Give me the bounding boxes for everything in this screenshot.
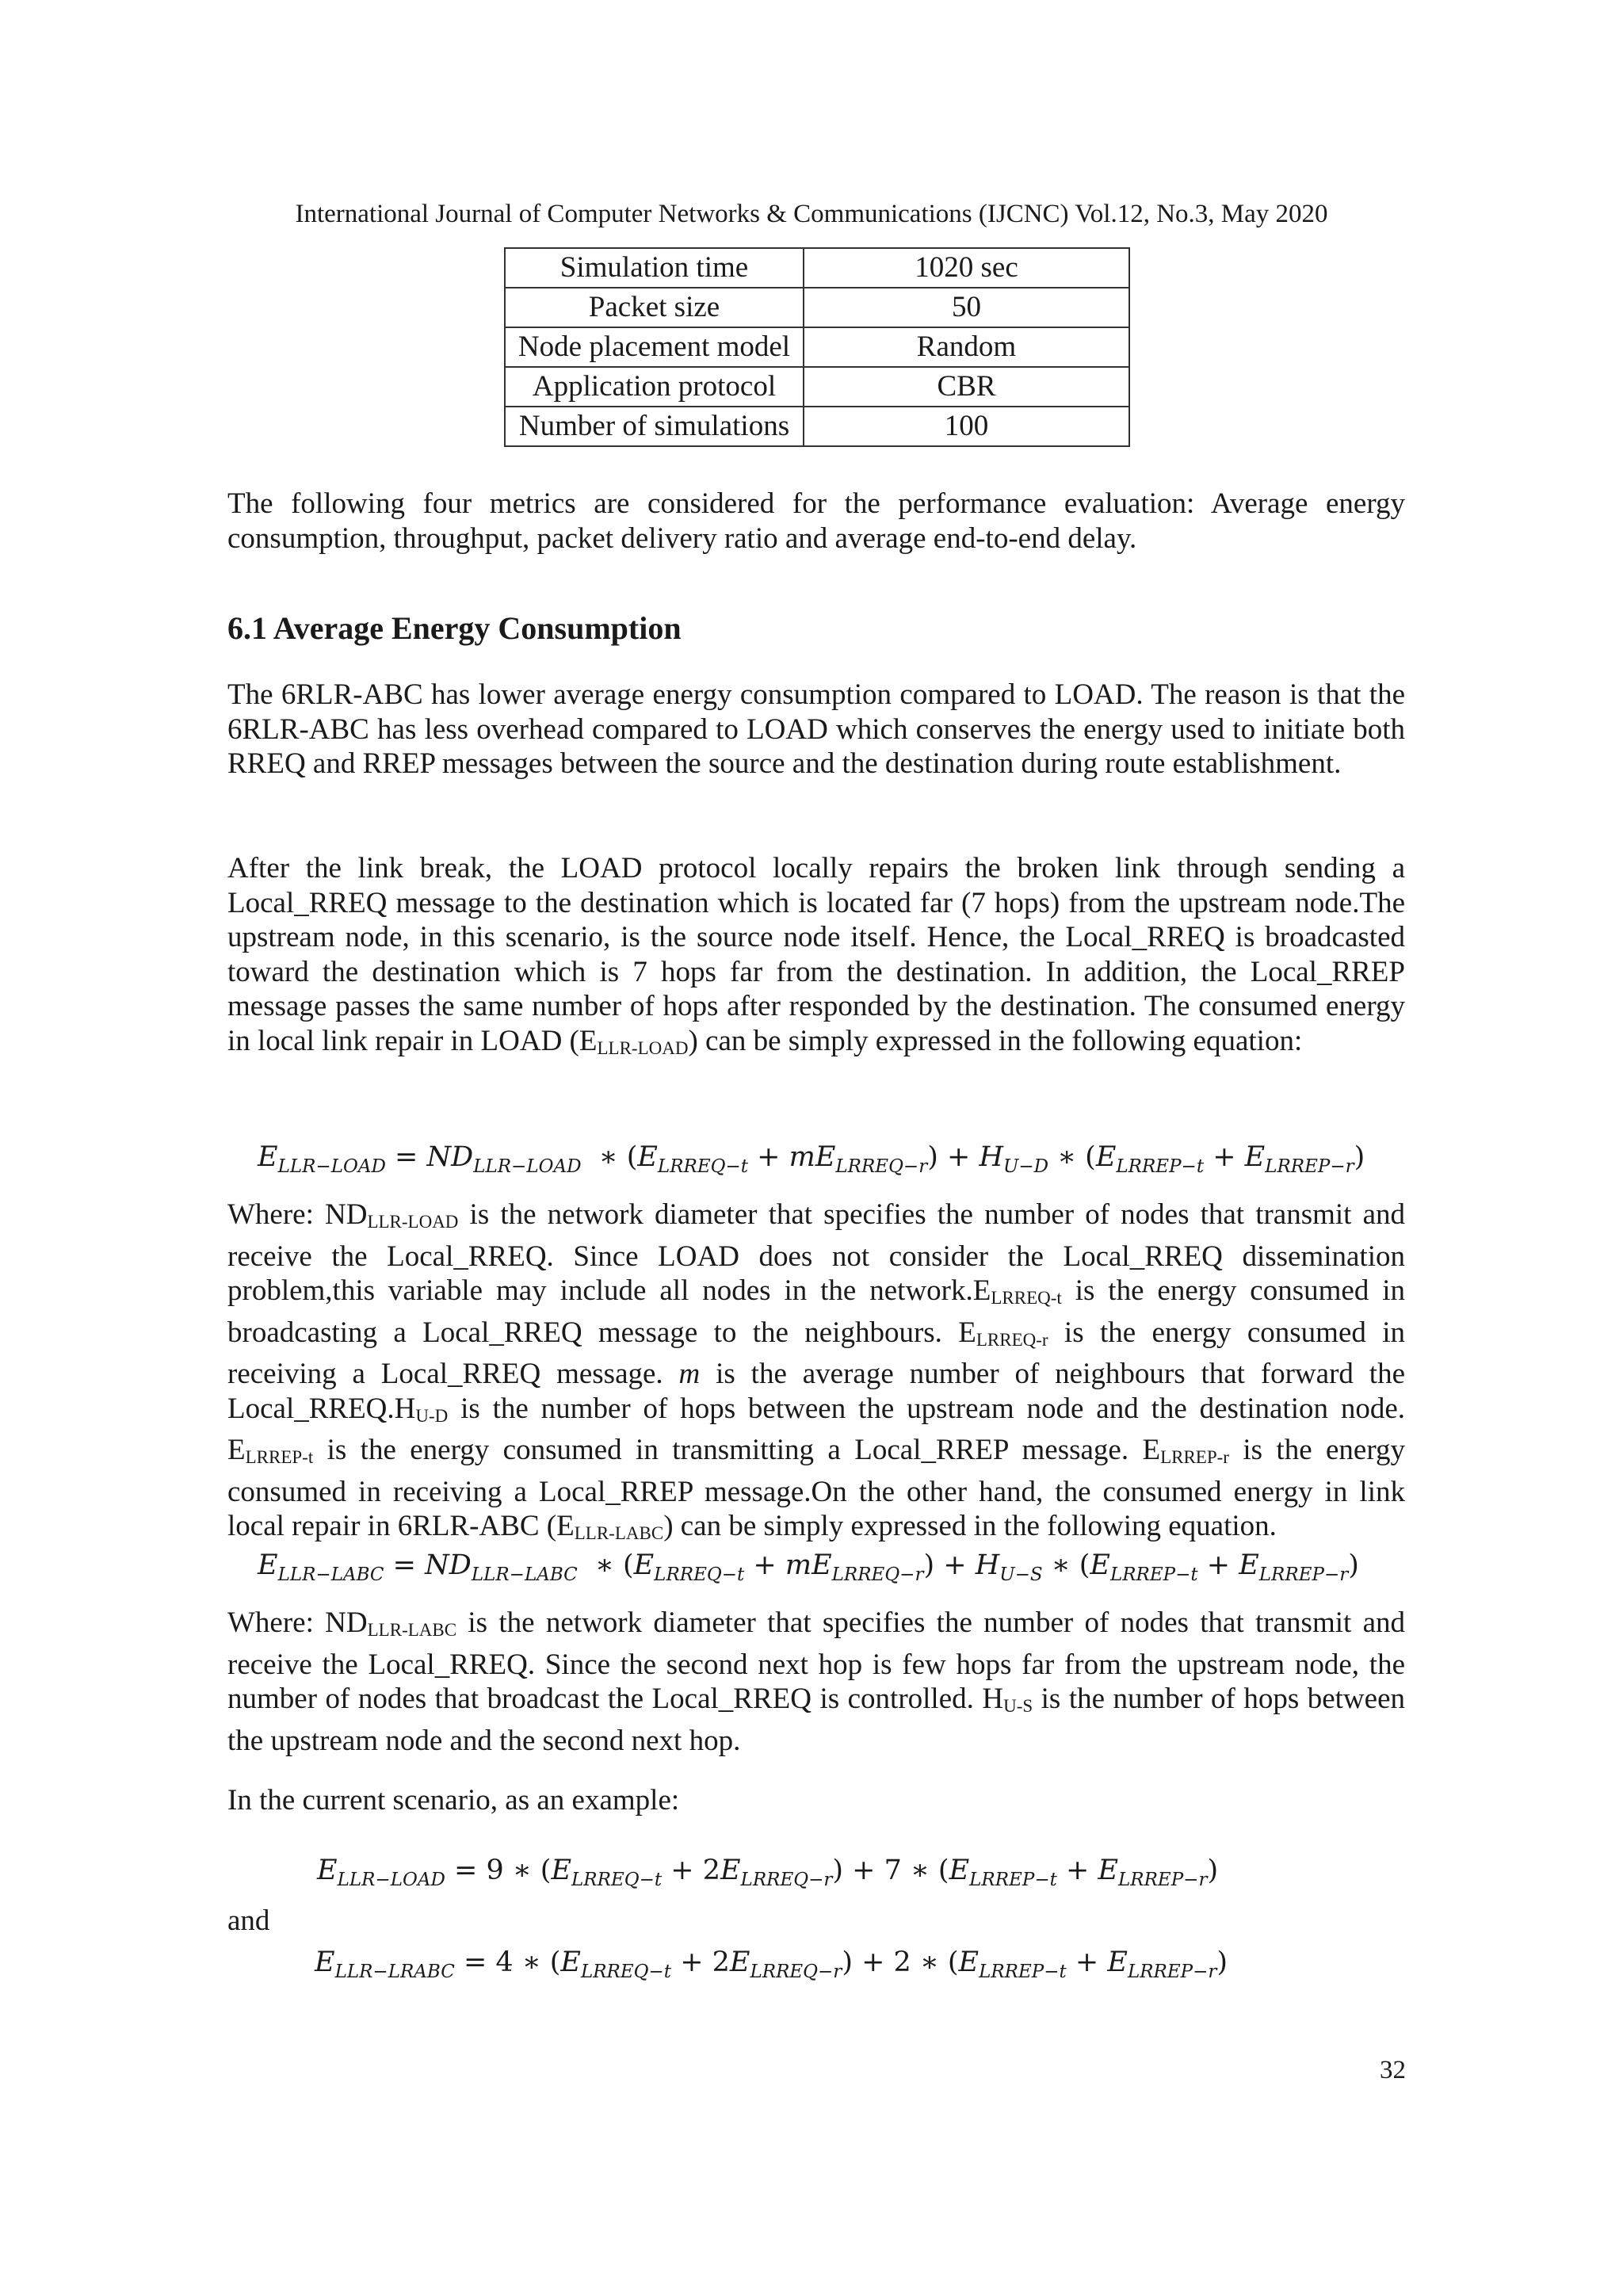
subscript: LRREP-r bbox=[1160, 1447, 1229, 1467]
paragraph-link-break bbox=[227, 851, 1405, 1065]
text-run: ) can be simply expressed in the following equation: bbox=[688, 1024, 1303, 1057]
eq-number: 2 bbox=[893, 1946, 911, 1978]
eq-subscript: LLR−LABC bbox=[277, 1564, 384, 1585]
eq-subscript: LRREQ−t bbox=[657, 1156, 748, 1177]
eq-symbol: m bbox=[785, 1549, 812, 1581]
eq-symbol: E bbox=[258, 1141, 278, 1173]
subscript: U-S bbox=[1003, 1696, 1033, 1716]
eq-symbol: m bbox=[789, 1141, 815, 1173]
equation-load: $E_{LLR-LOAD} = ND_{LLR-LOAD}$ ∗ $(E_{LRREQ-t} + mE_{LRREQ-r}) + H_{U-D}$ ∗ $(E_{LRREP-t} + E_{LRREP-r})$ bbox=[258, 1141, 1365, 1177]
eq-subscript: LRREQ−r bbox=[831, 1564, 924, 1585]
eq-symbol: E bbox=[258, 1549, 278, 1581]
param-value: CBR bbox=[804, 367, 1129, 407]
eq-subscript: U−S bbox=[999, 1564, 1043, 1585]
param-label: Application protocol bbox=[505, 367, 804, 407]
eq-subscript: LRREP−t bbox=[979, 1962, 1067, 1982]
param-label: Node placement model bbox=[505, 327, 804, 367]
text-run: is the energy consumed in transmitting a Local_RREP message. E bbox=[313, 1434, 1161, 1466]
text-run: Where: ND bbox=[227, 1198, 368, 1231]
eq-number: 4 bbox=[495, 1946, 514, 1978]
eq-subscript: LRREP−r bbox=[1118, 1870, 1208, 1890]
equation-labc: $E_{LLR-LABC} = ND_{LLR-LABC}$ ∗ $(E_{LRREQ-t} + mE_{LRREQ-r}) + H_{U-S}$ ∗ $(E_{LRREP-t} + E_{LRREP-r})$ bbox=[258, 1549, 1359, 1585]
subscript: LRREQ-t bbox=[991, 1288, 1062, 1308]
table-row bbox=[505, 407, 1129, 446]
table-row bbox=[505, 327, 1129, 367]
and-label: and bbox=[227, 1904, 270, 1937]
equation-load-example: $E_{LLR-LOAD} = 9$ ∗ $(E_{LRREQ-t} + 2E_{LRREQ-r}) + 7$ ∗ $(E_{LRREP-t} + E_{LRREP-r})$ bbox=[317, 1855, 1219, 1890]
param-label: Packet size bbox=[505, 288, 804, 327]
subscript: LLR-LABC bbox=[574, 1523, 664, 1543]
paragraph-where-load bbox=[227, 1198, 1405, 1551]
eq-subscript: LLR−LABC bbox=[471, 1564, 578, 1585]
journal-header: International Journal of Computer Networks & Communications (IJCNC) Vol.12, No.3, May 2020 bbox=[295, 200, 1328, 228]
text-run: is the number of hops between the upstream node and the second next hop. bbox=[227, 1683, 1405, 1757]
eq-number: 9 bbox=[486, 1855, 504, 1886]
param-value: 50 bbox=[804, 288, 1129, 327]
page-number: 32 bbox=[1380, 2056, 1406, 2084]
param-label: Number of simulations bbox=[505, 407, 804, 446]
eq-subscript: LLR−LOAD bbox=[473, 1156, 582, 1177]
eq-subscript: LRREP−r bbox=[1258, 1564, 1349, 1585]
text-run: ) can be simply expressed in the following equation. bbox=[663, 1510, 1277, 1542]
eq-subscript: LLR−LRABC bbox=[334, 1962, 455, 1982]
intro-paragraph: The following four metrics are considered for the performance evaluation: Average energy consumption, throughput, packet delivery ratio and average end-to-end delay. bbox=[227, 487, 1405, 555]
eq-subscript: LRREQ−t bbox=[654, 1564, 745, 1585]
eq-symbol: ND bbox=[426, 1141, 474, 1173]
eq-subscript: U−D bbox=[1002, 1156, 1049, 1177]
param-value: 1020 sec bbox=[804, 248, 1129, 288]
table-row bbox=[505, 367, 1129, 407]
subscript: U-D bbox=[415, 1405, 449, 1426]
eq-symbol: H bbox=[979, 1141, 1003, 1173]
subscript: LRREP-t bbox=[245, 1447, 314, 1467]
eq-subscript: LRREP−t bbox=[969, 1870, 1057, 1890]
eq-symbol: ND bbox=[425, 1549, 472, 1581]
eq-subscript: LRREQ−r bbox=[835, 1156, 928, 1177]
eq-number: 2 bbox=[702, 1855, 720, 1886]
eq-subscript: LRREQ−r bbox=[740, 1870, 833, 1890]
param-value: Random bbox=[804, 327, 1129, 367]
example-intro: In the current scenario, as an example: bbox=[227, 1784, 680, 1817]
eq-number: 2 bbox=[712, 1946, 730, 1978]
text-run: is the energy consumed in receiving a Local_RREQ message. bbox=[227, 1316, 1405, 1390]
text-run: is the average number of neighbours that forward the Local_RREQ.H bbox=[227, 1358, 1405, 1425]
eq-subscript: LRREQ−t bbox=[580, 1962, 672, 1982]
table-row bbox=[505, 248, 1129, 288]
eq-subscript: LRREQ−t bbox=[571, 1870, 663, 1890]
eq-subscript: LRREP−t bbox=[1116, 1156, 1205, 1177]
text-run: is the network diameter that specifies the number of nodes that transmit and receive the Local_RREQ. Since LOAD does not consider the Local_RREQ dissemination problem,this variable may include all nodes in the network.E bbox=[227, 1198, 1406, 1307]
text-run: is the number of hops between the upstream node and the destination node. E bbox=[227, 1392, 1405, 1466]
text-run: is the energy consumed in broadcasting a Local_RREQ message to the neighbours. E bbox=[227, 1274, 1405, 1349]
eq-subscript: LRREP−r bbox=[1265, 1156, 1354, 1177]
text-run: is the network diameter that specifies the number of nodes that transmit and receive the Local_RREQ. Since the second next hop is few hops far from the upstream node, the number of nodes that broadcast the Local_RREQ is controlled. H bbox=[227, 1606, 1406, 1715]
subscript: LLR-LOAD bbox=[597, 1037, 689, 1058]
eq-number: 7 bbox=[884, 1855, 902, 1886]
simulation-parameters-table bbox=[504, 247, 1130, 447]
table-row bbox=[505, 288, 1129, 327]
eq-symbol: H bbox=[975, 1549, 1000, 1581]
eq-subscript: LLR−LOAD bbox=[337, 1870, 445, 1890]
text-run: After the link break, the LOAD protocol locally repairs the broken link through sending a Local_RREQ message to the destination which is located far (7 hops) from the upstream node.The upstream node, in this scenario, is the source node itself. Hence, the Local_RREQ is broadcasted toward the destination which is 7 hops far from the destination. In addition, the Local_RREP message passes the same number of hops after responded by the destination. The consumed energy in local link repair in LOAD (E bbox=[227, 852, 1405, 1057]
param-label: Simulation time bbox=[505, 248, 804, 288]
eq-subscript: LRREQ−r bbox=[750, 1962, 842, 1982]
text-run: m bbox=[678, 1358, 701, 1390]
text-run: is the energy consumed in receiving a Local_RREP message.On the other hand, the consumed energy in link local repair in 6RLR-ABC (E bbox=[227, 1434, 1405, 1542]
subscript: LLR-LOAD bbox=[367, 1212, 459, 1232]
subscript: LRREQ-r bbox=[976, 1329, 1048, 1350]
subscript: LLR-LABC bbox=[367, 1620, 457, 1640]
section-heading: 6.1 Average Energy Consumption bbox=[227, 610, 682, 646]
paragraph-where-labc bbox=[227, 1606, 1405, 1758]
eq-subscript: LRREP−r bbox=[1127, 1962, 1217, 1982]
equation-lrabc-example: $E_{LLR-LRABC} = 4$ ∗ $(E_{LRREQ-t} + 2E_{LRREQ-r}) + 2$ ∗ $(E_{LRREP-t} + E_{LRREP-r})$ bbox=[315, 1946, 1228, 1982]
text-run: Where: ND bbox=[227, 1606, 368, 1639]
paragraph-overhead: The 6RLR-ABC has lower average energy consumption compared to LOAD. The reason is that the 6RLR-ABC has less overhead compared to LOAD which conserves the energy used to initiate both RREQ and RREP messages between the source and the destination during route establishment. bbox=[227, 678, 1405, 780]
eq-subscript: LLR−LOAD bbox=[277, 1156, 386, 1177]
eq-subscript: LRREP−t bbox=[1109, 1564, 1198, 1585]
param-value: 100 bbox=[804, 407, 1129, 446]
